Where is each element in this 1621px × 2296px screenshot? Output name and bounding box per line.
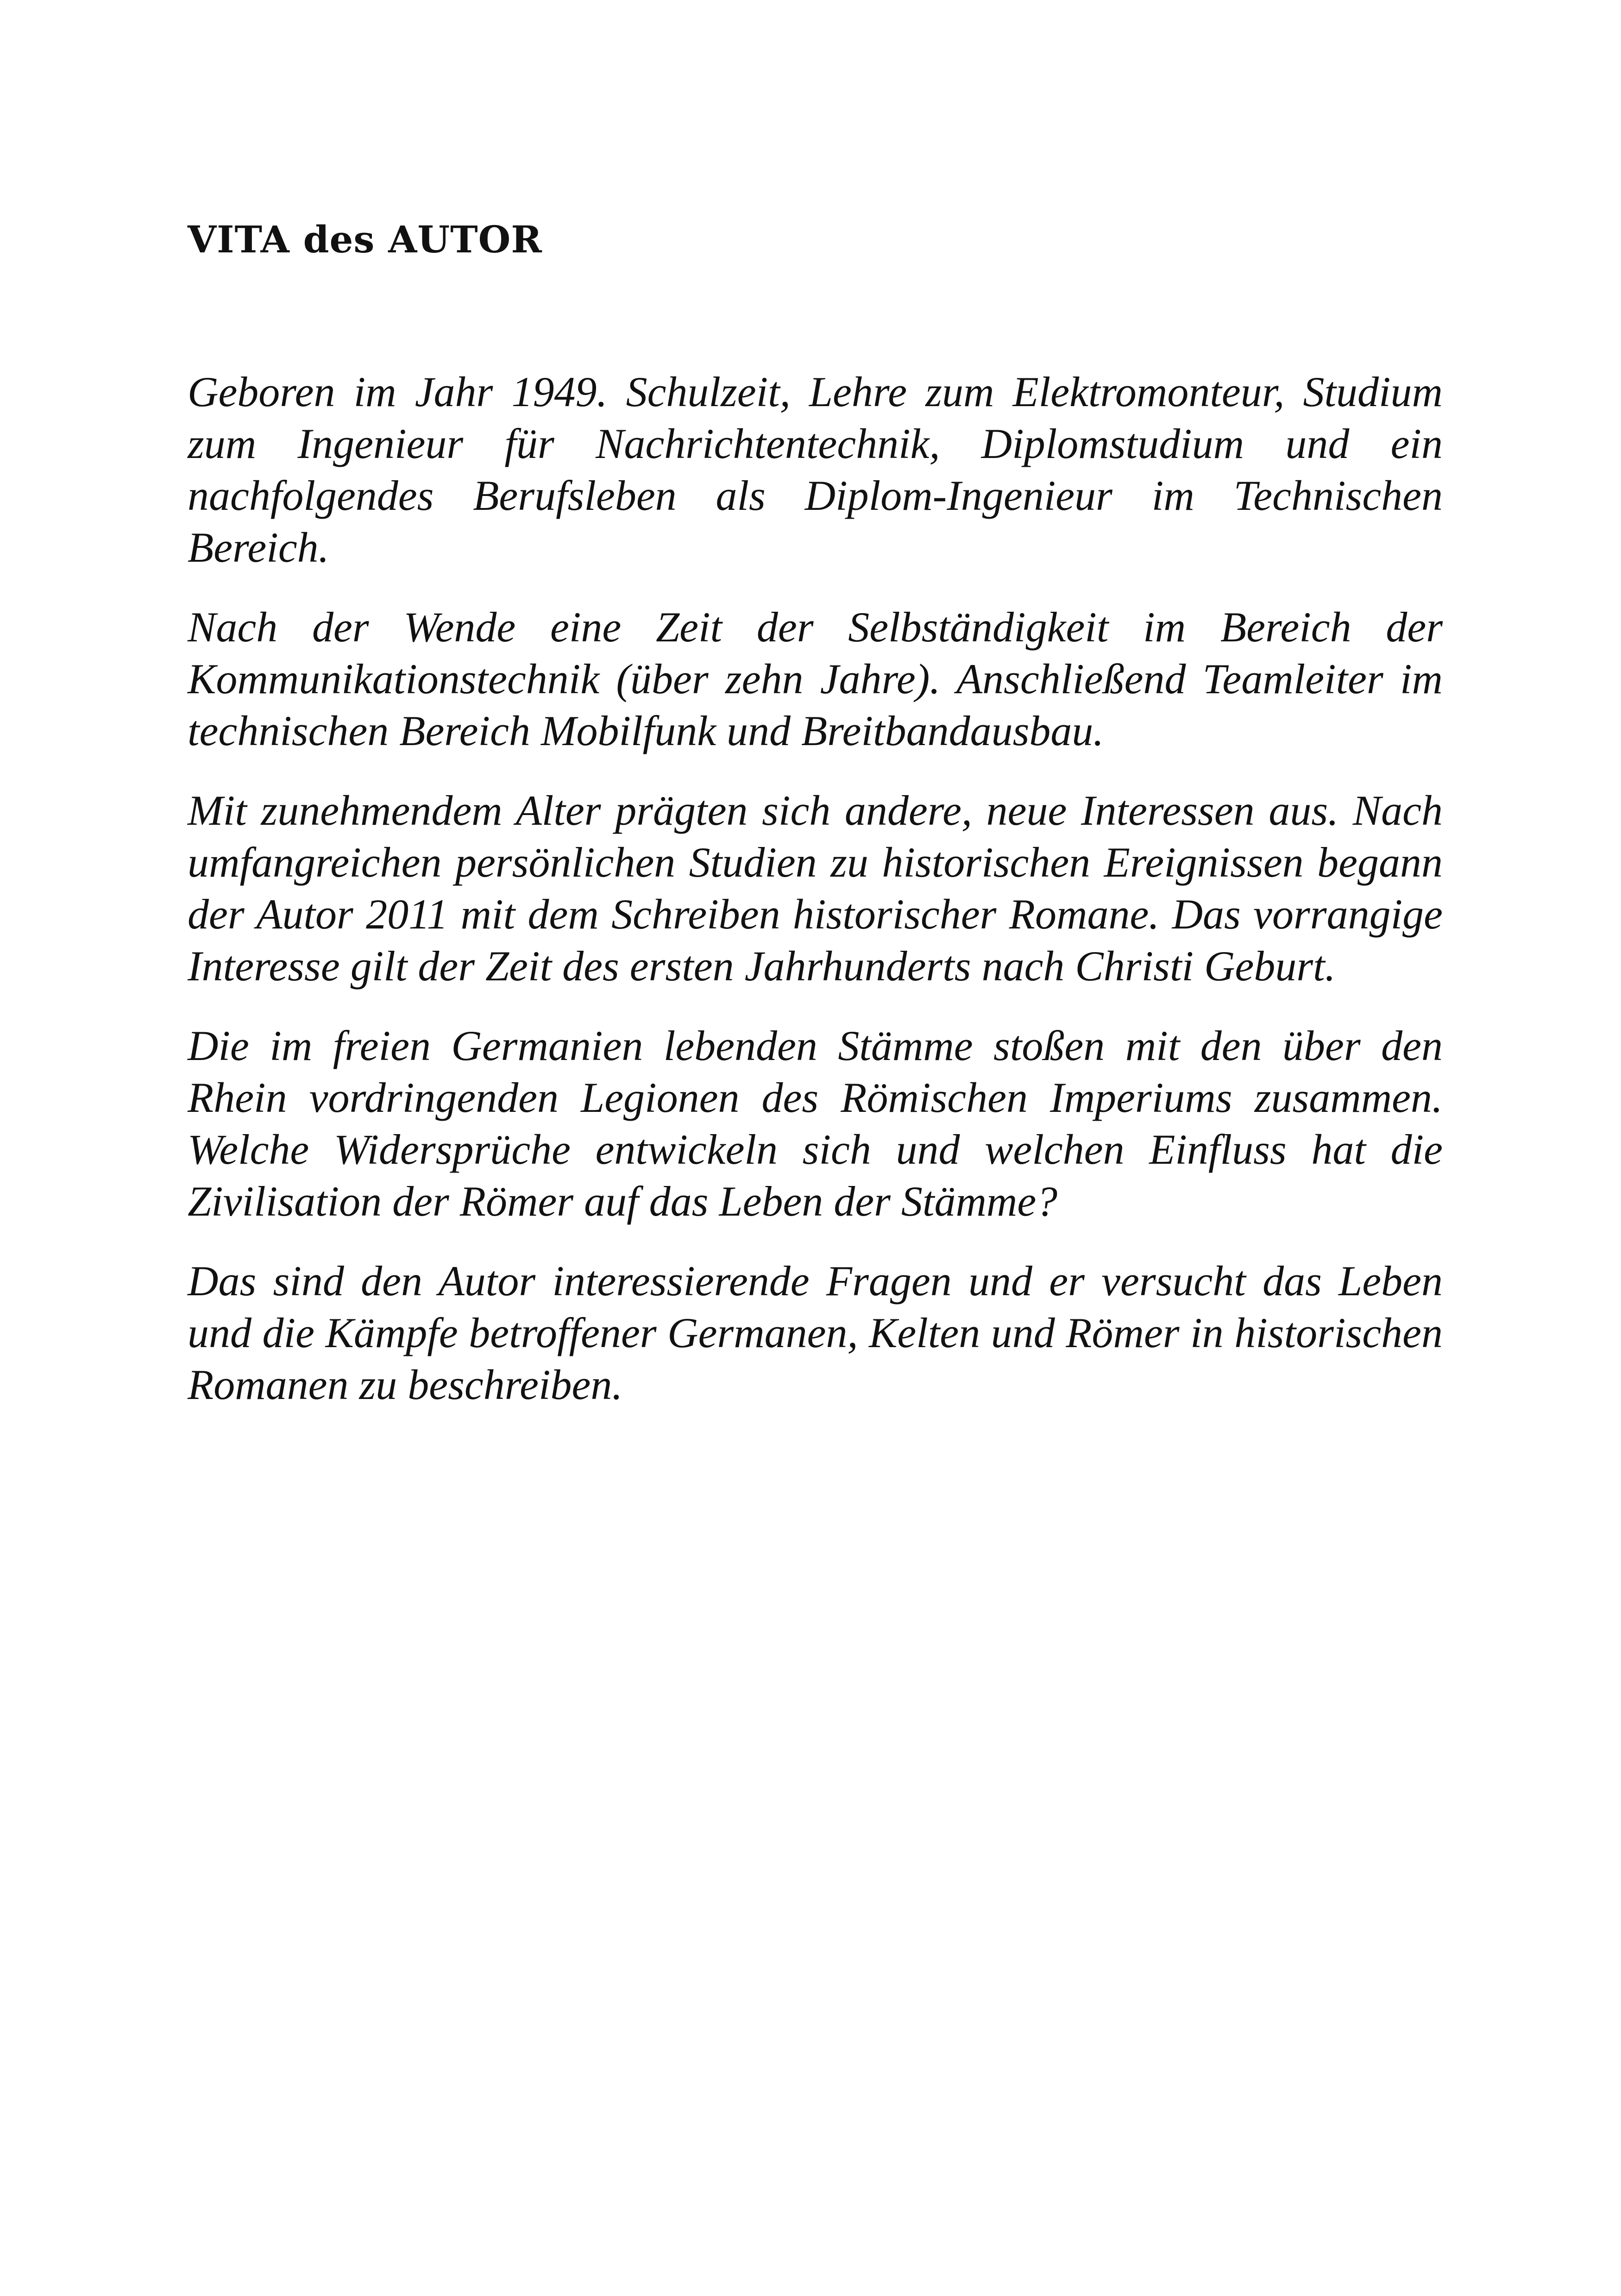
paragraph-germanic-tribes: Die im freien Germanien lebenden Stämme stoßen mit den über den Rhein vordringenden Legionen des Römischen Imperiums zusammen. Welche Widersprüche entwickeln sich und welchen Einfluss hat die Zivilisation der Römer auf das Leben der Stämme? — [188, 1022, 1443, 1225]
page-title: VITA des AUTOR — [188, 218, 542, 261]
paragraph-author-questions: Das sind den Autor interessierende Fragen und er versucht das Leben und die Kämpfe betroffener Germanen, Kelten und Römer in historischen Romanen zu beschreiben. — [188, 1257, 1443, 1408]
author-vita-text — [188, 366, 1443, 1438]
paragraph-new-interests: Mit zunehmendem Alter prägten sich andere, neue Interessen aus. Nach umfangreichen persönlichen Studien zu historischen Ereignissen begann der Autor 2011 mit dem Schreiben historischer Romane. Das vorrangige Interesse gilt der Zeit des ersten Jahrhunderts nach Christi Geburt. — [188, 787, 1443, 990]
paragraph-self-employment: Nach der Wende eine Zeit der Selbständigkeit im Bereich der Kommunikationstechnik (über zehn Jahre). Anschließend Teamleiter im technischen Bereich Mobilfunk und Breitbandausbau. — [188, 603, 1443, 754]
paragraph-birth-education: Geboren im Jahr 1949. Schulzeit, Lehre zum Elektromonteur, Studium zum Ingenieur für Nachrichtentechnik, Diplomstudium und ein nachfolgendes Berufsleben als Diplom-Ingenieur im Technischen Bereich. — [188, 368, 1443, 571]
